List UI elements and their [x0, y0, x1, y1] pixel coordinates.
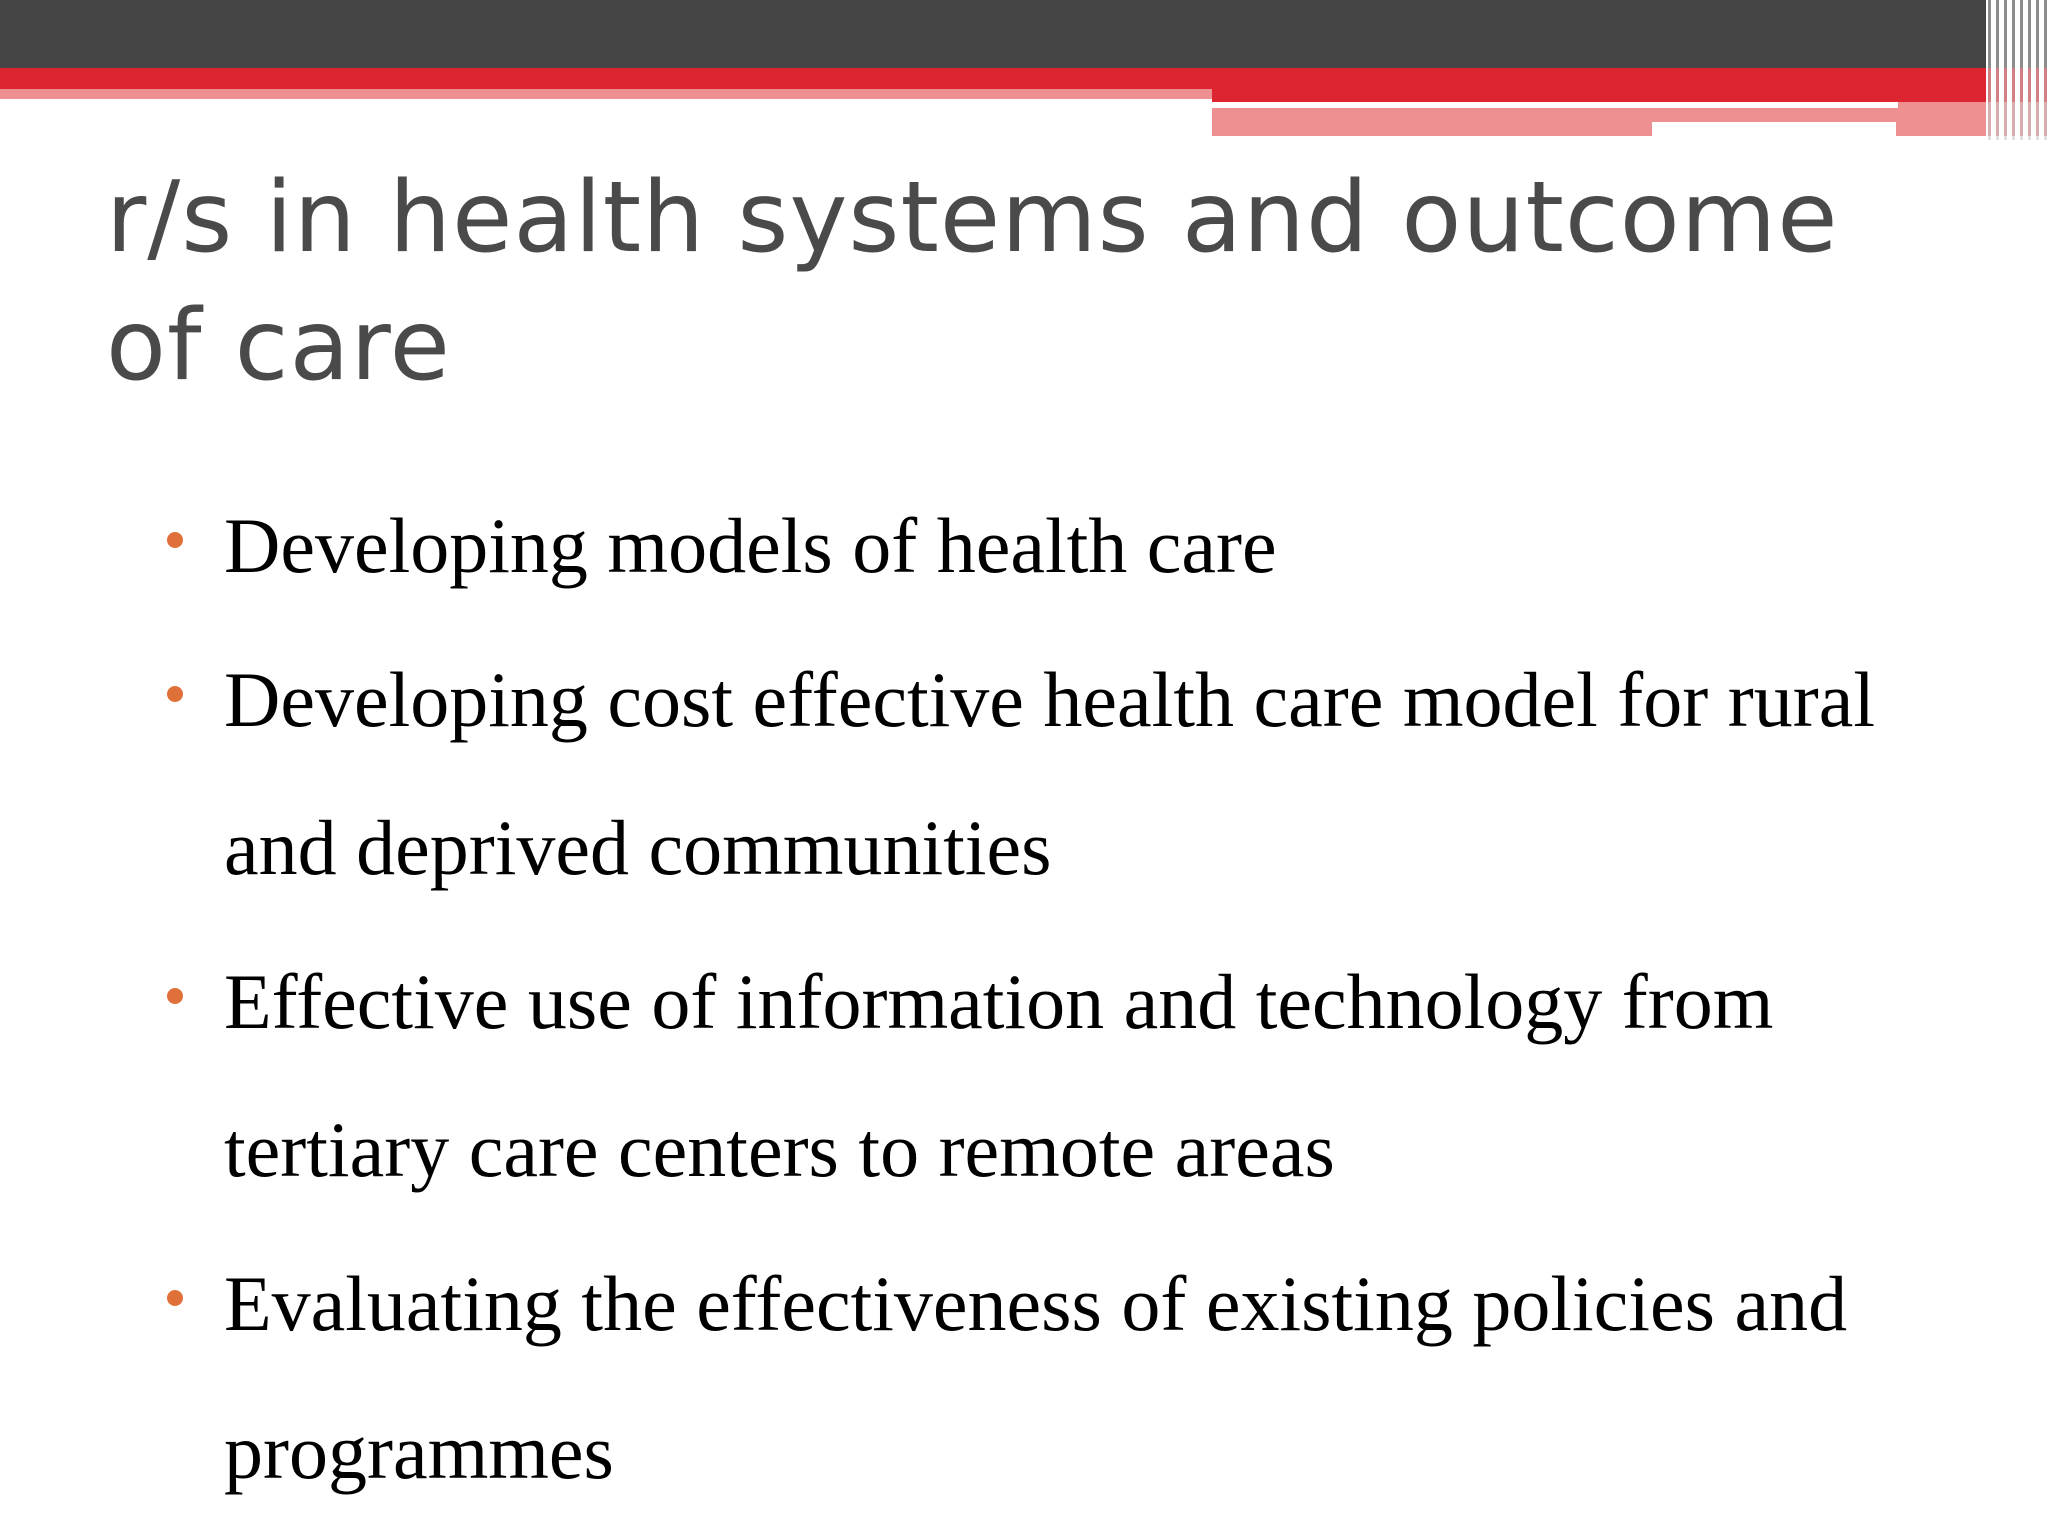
bullet-text: Evaluating the effectiveness of existing policies and programmes [224, 1260, 1848, 1495]
bullet-item [0, 626, 2048, 922]
bullet-text: Developing cost effective health care model for rural and deprived communities [224, 656, 1875, 891]
bullet-list [0, 472, 2048, 1532]
bullet-dot-icon [167, 686, 183, 702]
bullet-text: Developing models of health care [224, 502, 1277, 589]
bullet-dot-icon [167, 532, 183, 548]
bullet-item [0, 472, 2048, 620]
slide-title: r/s in health systems and outcome of care [106, 161, 1839, 403]
bullet-item [0, 1230, 2048, 1526]
header-band-pink-left [0, 89, 1212, 99]
header-band-pink-right-lower [1212, 122, 1652, 136]
bullet-item [0, 928, 2048, 1224]
bullet-dot-icon [167, 988, 183, 1004]
header-band-red [0, 68, 2048, 89]
header-band-dark [0, 0, 2048, 68]
bullet-dot-icon [167, 1290, 183, 1306]
header-divider-line [1212, 102, 1898, 108]
header-corner-stripes [1986, 0, 2048, 140]
header-band-red-right [1212, 89, 2048, 102]
bullet-text: Effective use of information and technology from tertiary care centers to remote areas [224, 958, 1774, 1193]
